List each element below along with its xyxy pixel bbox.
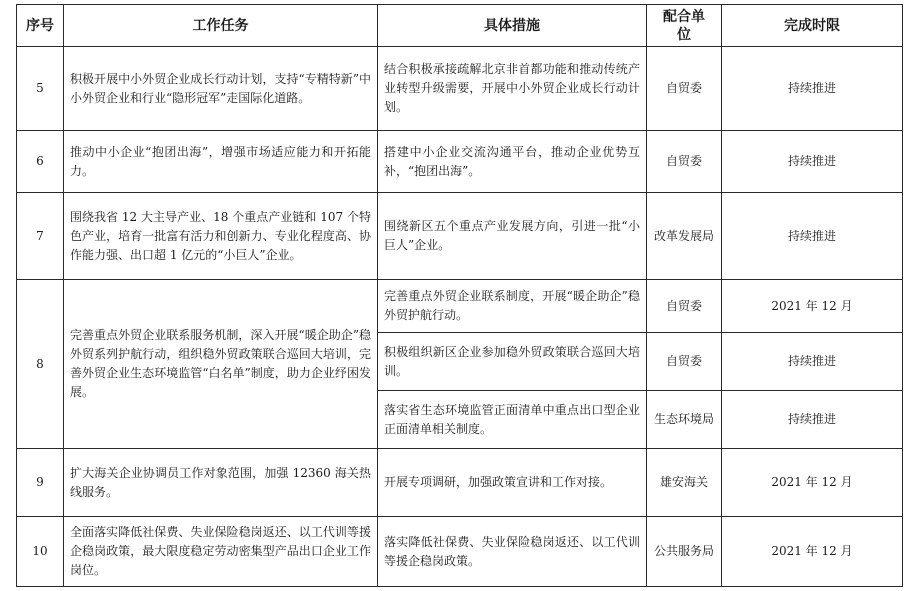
task-cell: 完善重点外贸企业联系服务机制，深入开展“暖企助企”稳外贸系列护航行动，组织稳外贸政策联合巡回大培训，完善外贸企业生态环境监管“白名单”制度，助力企业纾困发展。 [64, 280, 378, 449]
deadline-cell: 2021 年 12 月 [722, 517, 903, 587]
measure-cell: 开展专项调研，加强政策宣讲和工作对接。 [378, 449, 647, 517]
header-row [17, 5, 903, 47]
measure-cell: 搭建中小企业交流沟通平台，推动企业优势互补，“抱团出海”。 [378, 131, 647, 193]
task-cell: 积极开展中小外贸企业成长行动计划，支持“专精特新”中小外贸企业和行业“隐形冠军”走国际化道路。 [64, 47, 378, 131]
table-row [17, 280, 903, 333]
deadline-cell: 持续推进 [722, 47, 903, 131]
seq-cell: 6 [17, 131, 64, 193]
task-cell: 全面落实降低社保费、失业保险稳岗返还、以工代训等援企稳岗政策，最大限度稳定劳动密集型产品出口企业工作岗位。 [64, 517, 378, 587]
task-cell: 推动中小企业“抱团出海”，增强市场适应能力和开拓能力。 [64, 131, 378, 193]
header-measure: 具体措施 [378, 5, 647, 47]
unit-cell: 自贸委 [647, 47, 722, 131]
table-container [16, 4, 903, 587]
seq-cell: 7 [17, 193, 64, 280]
measure-cell: 完善重点外贸企业联系制度，开展“暖企助企”稳外贸护航行动。 [378, 280, 647, 333]
seq-cell: 8 [17, 280, 64, 449]
seq-cell: 10 [17, 517, 64, 587]
unit-cell: 自贸委 [647, 131, 722, 193]
unit-cell: 自贸委 [647, 333, 722, 391]
header-deadline: 完成时限 [722, 5, 903, 47]
table-row [17, 131, 903, 193]
task-cell: 扩大海关企业协调员工作对象范围，加强 12360 海关热线服务。 [64, 449, 378, 517]
unit-cell: 生态环境局 [647, 391, 722, 449]
measure-cell: 围绕新区五个重点产业发展方向，引进一批“小巨人”企业。 [378, 193, 647, 280]
measure-cell: 积极组织新区企业参加稳外贸政策联合巡回大培训。 [378, 333, 647, 391]
task-table [16, 4, 903, 587]
header-seq: 序号 [17, 5, 64, 47]
header-task: 工作任务 [64, 5, 378, 47]
unit-cell: 自贸委 [647, 280, 722, 333]
deadline-cell: 2021 年 12 月 [722, 280, 903, 333]
deadline-cell: 持续推进 [722, 131, 903, 193]
seq-cell: 9 [17, 449, 64, 517]
measure-cell: 落实省生态环境监管正面清单中重点出口型企业正面清单相关制度。 [378, 391, 647, 449]
task-cell: 围绕我省 12 大主导产业、18 个重点产业链和 107 个特色产业，培育一批富有活力和创新力、专业化程度高、协作能力强、出口超 1 亿元的“小巨人”企业。 [64, 193, 378, 280]
unit-cell: 雄安海关 [647, 449, 722, 517]
measure-cell: 结合积极承接疏解北京非首都功能和推动传统产业转型升级需要，开展中小外贸企业成长行动计划。 [378, 47, 647, 131]
unit-cell: 改革发展局 [647, 193, 722, 280]
table-row [17, 517, 903, 587]
measure-cell: 落实降低社保费、失业保险稳岗返还、以工代训等援企稳岗政策。 [378, 517, 647, 587]
seq-cell: 5 [17, 47, 64, 131]
deadline-cell: 持续推进 [722, 333, 903, 391]
deadline-cell: 2021 年 12 月 [722, 449, 903, 517]
table-row [17, 449, 903, 517]
deadline-cell: 持续推进 [722, 391, 903, 449]
unit-cell: 公共服务局 [647, 517, 722, 587]
table-row [17, 47, 903, 131]
header-unit: 配合单位 [647, 5, 722, 47]
table-row [17, 193, 903, 280]
deadline-cell: 持续推进 [722, 193, 903, 280]
